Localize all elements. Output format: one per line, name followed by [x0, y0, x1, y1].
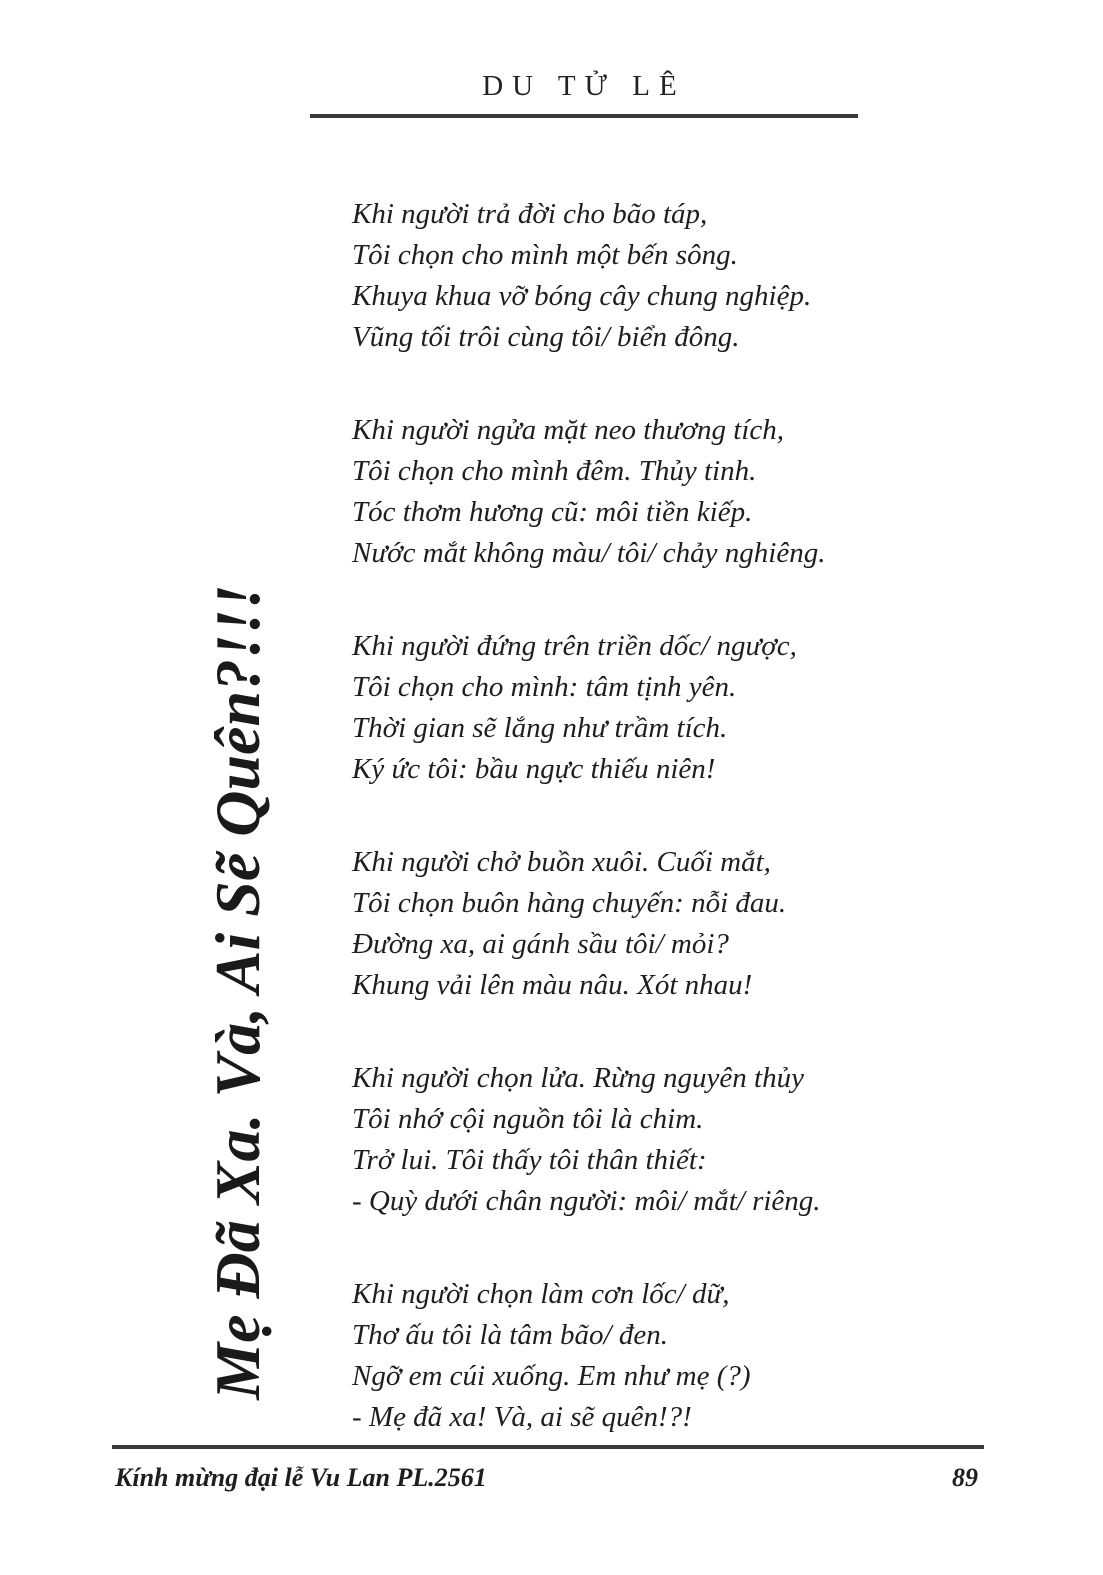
poem-line: Khi người chọn làm cơn lốc/ dữ,	[352, 1278, 730, 1310]
poem-line: - Quỳ dưới chân người: môi/ mắt/ riêng.	[352, 1185, 821, 1217]
poem-line: Ký ức tôi: bầu ngực thiếu niên!	[352, 753, 716, 785]
poem-line: Khi người ngửa mặt neo thương tích,	[352, 414, 785, 446]
poem-line: Tôi chọn cho mình đêm. Thủy tinh.	[352, 455, 757, 487]
poem-line: Ngỡ em cúi xuống. Em như mẹ (?)	[352, 1360, 751, 1392]
poem-body	[352, 194, 972, 1490]
poem-line: Nước mắt không màu/ tôi/ chảy nghiêng.	[352, 537, 826, 569]
poem-line: Khi người trả đời cho bão táp,	[352, 198, 708, 230]
stanza	[352, 1274, 972, 1438]
poem-line: Trở lui. Tôi thấy tôi thân thiết:	[352, 1144, 707, 1176]
header-divider	[310, 114, 858, 118]
stanza	[352, 194, 972, 358]
page-number: 89	[952, 1463, 978, 1492]
poem-line: Tôi chọn buôn hàng chuyến: nỗi đau.	[352, 887, 787, 919]
poem-line: - Mẹ đã xa! Và, ai sẽ quên!?!	[352, 1401, 692, 1433]
poem-line: Tôi chọn cho mình: tâm tịnh yên.	[352, 671, 737, 703]
stanza	[352, 410, 972, 574]
poem-line: Đường xa, ai gánh sầu tôi/ mỏi?	[352, 928, 729, 960]
poem-title: Mẹ Đã Xa. Và, Ai Sẽ Quên?!!!	[202, 584, 273, 1400]
poem-line: Khi người chọn lửa. Rừng nguyên thủy	[352, 1062, 804, 1094]
footer-caption: Kính mừng đại lễ Vu Lan PL.2561	[115, 1463, 487, 1492]
stanza	[352, 842, 972, 1006]
poem-line: Thơ ấu tôi là tâm bão/ đen.	[352, 1319, 668, 1351]
stanza	[352, 1058, 972, 1222]
poem-line: Tôi chọn cho mình một bến sông.	[352, 239, 738, 271]
poem-line: Tóc thơm hương cũ: môi tiền kiếp.	[352, 496, 753, 528]
poem-line: Khi người đứng trên triền dốc/ ngược,	[352, 630, 797, 662]
footer-divider	[112, 1445, 984, 1449]
poem-line: Thời gian sẽ lắng như trầm tích.	[352, 712, 728, 744]
poem-line: Khi người chở buồn xuôi. Cuối mắt,	[352, 846, 771, 878]
author-header: DU TỬ LÊ	[482, 70, 686, 102]
poem-line: Vũng tối trôi cùng tôi/ biển đông.	[352, 321, 740, 353]
poem-line: Khung vải lên màu nâu. Xót nhau!	[352, 969, 753, 1001]
poem-line: Khuya khua vỡ bóng cây chung nghiệp.	[352, 280, 812, 312]
stanza	[352, 626, 972, 790]
poem-line: Tôi nhớ cội nguồn tôi là chim.	[352, 1103, 704, 1135]
